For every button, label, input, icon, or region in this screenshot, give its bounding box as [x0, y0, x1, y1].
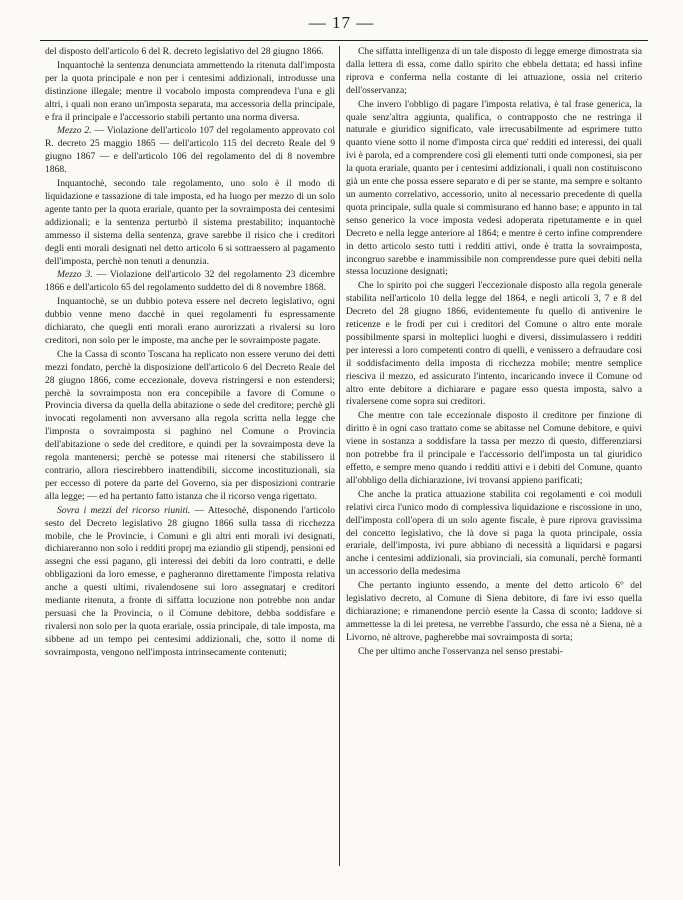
paragraph	[45, 125, 335, 177]
paragraph: Che anche la pratica attuazione stabilita coi regolamenti e coi moduli relativi circa l'unico modo di complessiva liquidazione e riscossione in uno, dell'imposta coll'opera di un solo agente fiscale, è pure riprova gravissima del concetto legislativo, che là dove si paga la quota principale, ossia erariale, dell'imposta, ivi pure abbiano di necessità a liquidarsi e pagarsi anche i centesimi addizionali, sia provinciali, sia comunali, perchè formanti un accessorio della medesima	[346, 488, 642, 578]
paragraph: Che per ultimo anche l'osservanza nel senso prestabi-	[358, 645, 563, 657]
paragraph: Che lo spirito poi che suggerì l'eccezionale disposto alla regola generale stabilita nell'articolo 10 della legge del 1864, e negli articoli 3, 7 e 8 del Decreto del 28 giugno 1866, evidentemente fu quello di antivenire le reticenze e le frodi per cui i creditori del Comune o altro ente morale possibilmente sparsi in molteplici luoghi e diversi, dissimulassero i redditi per interessi a loro competenti contro di quelli, e venissero a defraudare così il soddisfacimento della imposta di ricchezza mobile; mentre semplice riesciva il mezzo, ed assicurato l'intento, incaricando invece il Comune od altro ente debitore a dichiarare e pagare esso questa imposta, salvo a rivalersene come sopra sui creditori.	[346, 280, 642, 408]
paragraph-body: — Violazione dell'articolo 32 del regolamento 23 dicembre 1866 e dell'articolo 65 del regolamento suddetto del di 8 novembre 1868.	[45, 269, 335, 294]
right-column	[346, 46, 642, 659]
paragraph: del disposto dell'articolo 6 del R. decreto legislativo del 28 giugno 1866.	[45, 46, 324, 57]
paragraph	[45, 505, 335, 660]
header-rule	[40, 40, 648, 41]
paragraph: Che la Cassa di sconto Toscana ha replicato non essere veruno dei detti mezzi fondato, perchè la disposizione dell'articolo 6 del Decreto Reale del 28 giugno 1866, come eccezionale, doveva ristringersi e non estendersi; perchè la sovraimposta non era concepibile a favore di Comune o Provincia diversa da quella della abitazione o sede del creditore; perchè gli invocati regolamenti non avversano alla regola scritta nella legge che l'imposta o sovraimposta si paghino nel Comune o Provincia dell'abitazione o sede del creditore, e quindi per la sovraimposta deve la regola mantenersi; perchè se potesse mai ritenersi che stabilissero il contrario, allora riescirebbero inattendibili, siccome incostituzionali, sia per eccesso di potere da parte del Governo, sia per disposizioni contrarie alla legge; — ed ha pertanto fatto istanza che il ricorso venga rigettato.	[45, 348, 335, 502]
paragraph-lead: Mezzo 2.	[57, 125, 92, 137]
paragraph-lead: Mezzo 3.	[57, 269, 93, 281]
column-divider	[339, 46, 340, 866]
paragraph: Che siffatta intelligenza di un tale disposto di legge emerge dimostrata sia dalla lettera di essa, come dallo spirito che ebbela dettata; ed hassi infine riprova e conferma nella costante di lei attuazione, ossia nel criterio dell'osservanza;	[346, 46, 642, 96]
paragraph: Che invero l'obbligo di pagare l'imposta relativa, è tal frase generica, la quale senz'altra aggiunta, qualifica, o contrapposto che ne restringa il naturale e giuridico significato, vale irrecusabilmente ad esprimere tutto quanto viene sotto il nome d'imposta circa que' redditi ed interessi, dei quali ivi è parola, ed a comprendere così gli elementi tutti onde componesi, sia per la quota erariale, quanto per i centesimi addizionali, i quali non costituiscono già un ente che possa essere separato e di per se stante, ma sempre e soltanto un aumento correlativo, accessorio, unito al necessario precedente di quella quota principale, sulla quale si commisurano ed hanno base; e appunto in tal senso generico la voce imposta vedesi adoperata ripetutamente e in quel Decreto e nella legge anteriore al 1864; e mentre è certo infine comprendere in detto articolo sesto tutti i redditi attivi, onde è tratta la sovraimposta, incongruo sarebbe e inammissibile non comprendesse pure quei debiti nella stessa locuzione designati;	[346, 98, 642, 278]
paragraph: Inquantochè, se un dubbio poteva essere nel decreto legislativo, ogni dubbio venne meno dacchè in quei regolamenti fu espressamente dichiarato, che quegli enti morali erano aurorizzati a rivalersi su loro creditori, non solo per le imposte, ma anche per le sovraimposte pagate.	[45, 296, 335, 346]
paragraph	[45, 269, 335, 295]
paragraph: Che pertanto ingiunto essendo, a mente del detto articolo 6° del legislativo decreto, al Comune di Siena debitore, di fare ivi esso quella dichiarazione; e rimanendone perciò esente la Cassa di sconto; laddove si ammettesse la di lei pretesa, ne verrebbe l'assurdo, che essa nè a Siena, nè a Livorno, nè altrove, pagherebbe mai sovraimposta di sorta;	[346, 580, 642, 643]
paragraph-body: — Attesochè, disponendo l'articolo sesto del Decreto legislativo 28 giugno 1866 sulla tassa di ricchezza mobile, che le Provincie, i Comuni e gli altri enti morali ivi designati, dichiareranno non solo i redditi proprj ma eziandio gli stipendj, pensioni ed assegni che essi pagano, gli interessi dei debiti da loro contratti, e delle obbligazioni da loro emesse, e pagheranno direttamente l'imposta relativa anche a questi ultimi, rivalendosene sui loro assegnatarj e creditori mediante ritenuta, a fronte di siffatta locuzione non potrebbe non andar persuasi che la Provincia, o il Comune debitore, debba soddisfare e rivalersi non solo per la quota erariale, ossia principale, di tale imposta, ma sibbene ad un tempo pei centesimi addizionali, che, sotto il nome di sovraimposta, vengono nell'imposta intrinsecamente contenuti;	[45, 504, 335, 658]
paragraph-body: — Violazione dell'articolo 107 del regolamento approvato col R. decreto 25 maggio 1865 — dell'articolo 115 del decreto Reale del 9 giugno 1867 — e dell'articolo 106 del regolamento del di 8 novembre 1868.	[45, 125, 335, 176]
page-number: — 17 —	[308, 13, 375, 32]
paragraph: Inquantochè, secondo tale regolamento, uno solo è il modo di liquidazione e tassazione di tale imposta, ed ha luogo per mezzo di un solo agente tanto per la quota erariale, quanto per la sovraimposta dei centesimi addizionali; e la sentenza perturbò il sistema prestabilito; inquantochè ammesso il sistema della sentenza, grave sarebbe il risico che i creditori degli enti morali designati nel detto articolo 6 si sottraessero al pagamento dell'imposta, perchè non tenuti a denunzia.	[45, 178, 335, 267]
left-column	[45, 46, 335, 660]
paragraph-lead: Sovra i mezzi del ricorso riuniti.	[57, 504, 191, 516]
paragraph: Che mentre con tale eccezionale disposto il creditore per finzione di diritto è in ogni caso trattato come se abitasse nel Comune debitore, e quivi viene in sostanza a soddisfare la tassa per mezzo di questo, differenziarsi non potrebbe fra il principale e l'accessorio dell'imposta un tal giuridico effetto, e sempre meno quando i redditi attivi e i debiti del Comune, quanto all'obbligo della dichiarazione, ivi trovansi appieno parificati;	[346, 410, 642, 486]
paragraph: Inquantochè la sentenza denunciata ammettendo la ritenuta dall'imposta per la quota principale e non per i centesimi addizionali, introdusse una distinzione illegale; mentre il vocabolo imposta comprendeva l'una e gli altri, i quali non erano un'imposta separata, ma accessoria della principale, e fra il principale e l'accessorio stabili pertanto una norma diversa.	[45, 59, 335, 123]
